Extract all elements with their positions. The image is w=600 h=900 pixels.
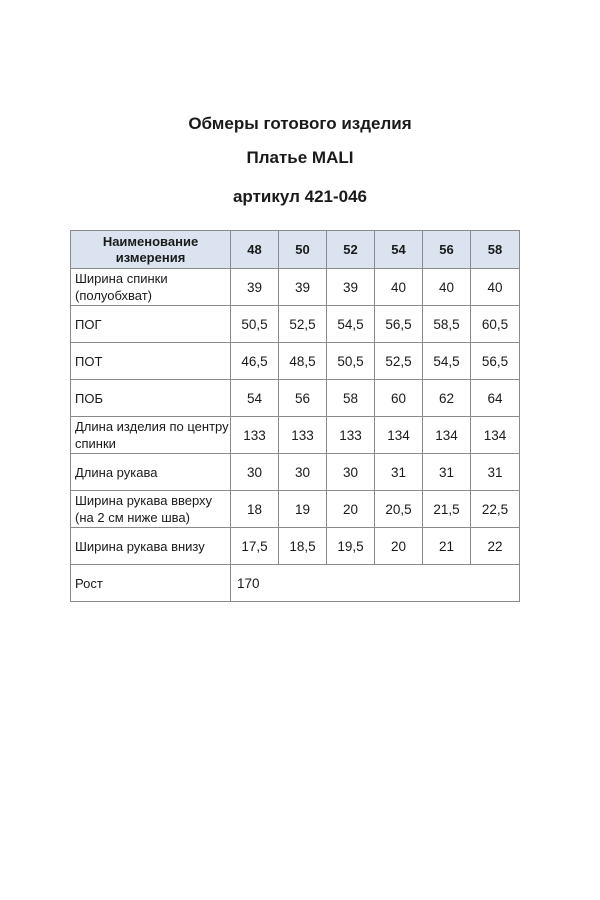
measurement-value: 134: [423, 417, 471, 454]
measurement-value: 31: [471, 454, 520, 491]
measurement-name: ПОГ: [71, 306, 231, 343]
article-number: артикул 421-046: [232, 187, 368, 206]
table-body: [71, 269, 520, 602]
measurement-value: 64: [471, 380, 520, 417]
measurement-value: 31: [375, 454, 423, 491]
measurement-value: 20,5: [375, 491, 423, 528]
table-header: [71, 231, 520, 269]
measurement-value: 22: [471, 528, 520, 565]
table-row: [71, 528, 520, 565]
measurement-value: 54: [231, 380, 279, 417]
measurement-value: 60: [375, 380, 423, 417]
measurement-value: 19: [279, 491, 327, 528]
size-header: 50: [279, 231, 327, 269]
product-name: Платье MALI: [246, 148, 354, 167]
measurement-value: 31: [423, 454, 471, 491]
measurement-value: 19,5: [327, 528, 375, 565]
measurement-value: 40: [423, 269, 471, 306]
size-header: 52: [327, 231, 375, 269]
growth-label: Рост: [71, 565, 231, 602]
size-header: 48: [231, 231, 279, 269]
measurement-value: 21: [423, 528, 471, 565]
measurement-value: 134: [375, 417, 423, 454]
measurement-value: 50,5: [231, 306, 279, 343]
measurements-table: [70, 230, 520, 602]
measurement-value: 18: [231, 491, 279, 528]
measurement-value: 56: [279, 380, 327, 417]
measurement-value: 52,5: [375, 343, 423, 380]
measurement-value: 39: [231, 269, 279, 306]
table-row: [71, 306, 520, 343]
measurement-value: 30: [231, 454, 279, 491]
measurement-value: 20: [327, 491, 375, 528]
measurement-value: 62: [423, 380, 471, 417]
page-title: Обмеры готового изделия: [188, 114, 412, 133]
measurement-value: 40: [471, 269, 520, 306]
measurement-value: 21,5: [423, 491, 471, 528]
table-row: [71, 417, 520, 454]
measurement-value: 133: [231, 417, 279, 454]
measurement-name-header: Наименование измерения: [71, 231, 231, 269]
measurement-value: 30: [327, 454, 375, 491]
measurement-value: 30: [279, 454, 327, 491]
measurement-value: 54,5: [327, 306, 375, 343]
measurement-name: ПОБ: [71, 380, 231, 417]
measurement-value: 39: [279, 269, 327, 306]
measurement-name: ПОТ: [71, 343, 231, 380]
growth-row: [71, 565, 520, 602]
measurement-value: 56,5: [375, 306, 423, 343]
size-header: 54: [375, 231, 423, 269]
header-row: [71, 231, 520, 269]
measurement-value: 22,5: [471, 491, 520, 528]
measurement-name: Длина рукава: [71, 454, 231, 491]
table-row: [71, 491, 520, 528]
table-row: [71, 269, 520, 306]
measurement-value: 39: [327, 269, 375, 306]
measurement-name: Ширина спинки (полуобхват): [71, 269, 231, 306]
measurement-value: 18,5: [279, 528, 327, 565]
table-row: [71, 454, 520, 491]
measurement-value: 133: [279, 417, 327, 454]
measurement-value: 134: [471, 417, 520, 454]
measurement-value: 50,5: [327, 343, 375, 380]
measurement-name: Длина изделия по центру спинки: [71, 417, 231, 454]
measurement-value: 58,5: [423, 306, 471, 343]
measurement-name: Ширина рукава вверху (на 2 см ниже шва): [71, 491, 231, 528]
measurement-name: Ширина рукава внизу: [71, 528, 231, 565]
table-row: [71, 380, 520, 417]
size-header: 58: [471, 231, 520, 269]
measurement-value: 48,5: [279, 343, 327, 380]
measurement-value: 40: [375, 269, 423, 306]
measurement-value: 17,5: [231, 528, 279, 565]
measurement-value: 56,5: [471, 343, 520, 380]
measurement-value: 46,5: [231, 343, 279, 380]
measurement-value: 133: [327, 417, 375, 454]
size-header: 56: [423, 231, 471, 269]
measurement-value: 60,5: [471, 306, 520, 343]
measurement-value: 58: [327, 380, 375, 417]
table-row: [71, 343, 520, 380]
measurement-value: 54,5: [423, 343, 471, 380]
growth-value: 170: [231, 565, 520, 602]
measurement-value: 20: [375, 528, 423, 565]
measurement-value: 52,5: [279, 306, 327, 343]
